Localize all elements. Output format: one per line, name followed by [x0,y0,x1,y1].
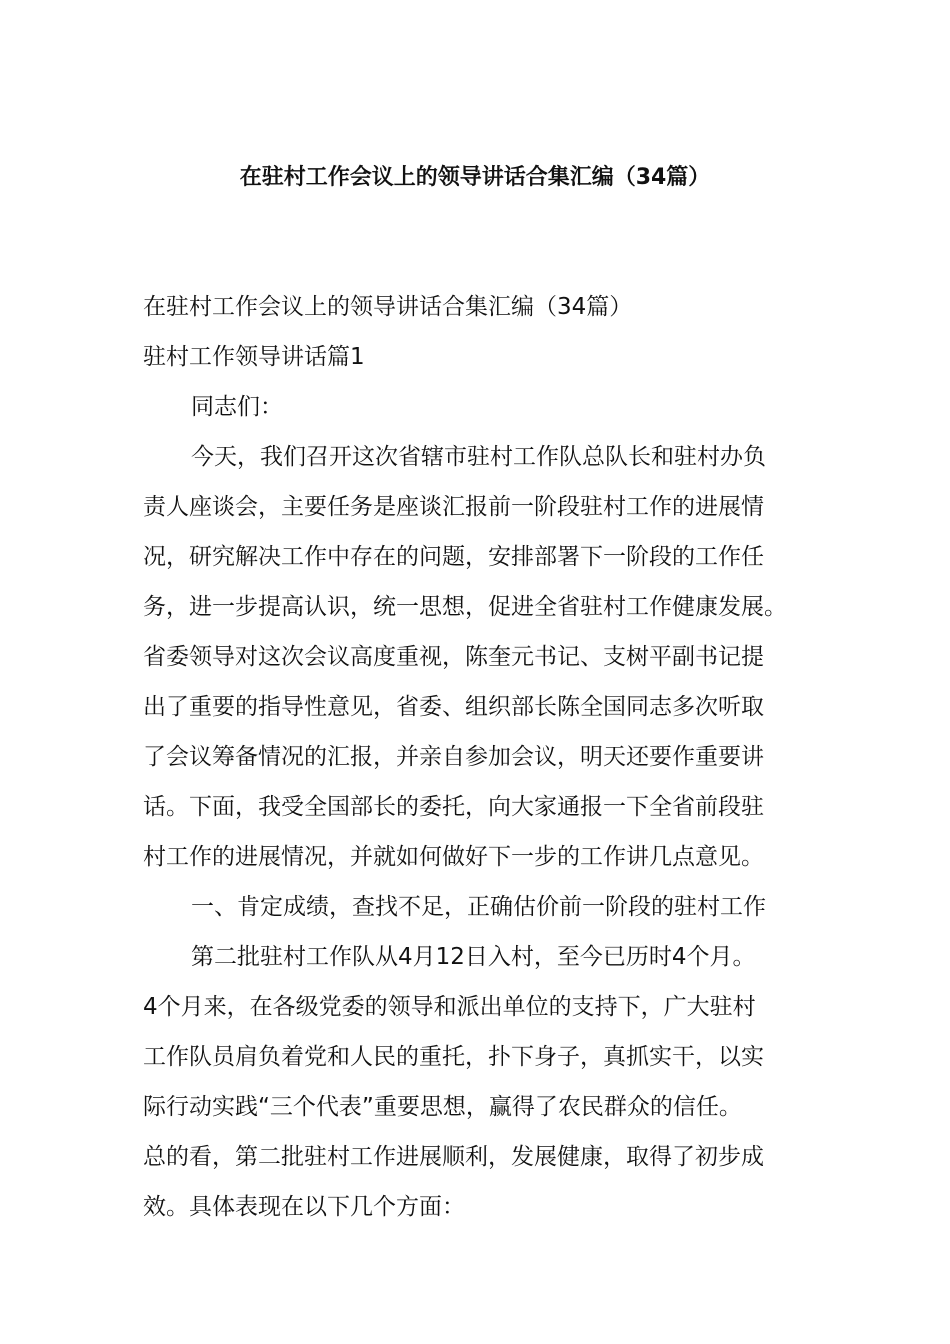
text-line: 效。具体表现在以下几个方面： [143,1194,465,1220]
text-line: 一、肯定成绩，查找不足，正确估价前一阶段的驻村工作 [191,894,766,920]
text-line: 际行动实践“三个代表”重要思想，赢得了农民群众的信任。 [143,1094,742,1120]
document-title: 在驻村工作会议上的领导讲话合集汇编（34篇） [239,165,711,190]
text-line: 话。下面，我受全国部长的委托，向大家通报一下全省前段驻 [143,794,764,820]
text-line: 第二批驻村工作队从4月12日入村，至今已历时4个月。 [191,944,756,970]
text-line: 驻村工作领导讲话篇1 [143,344,365,370]
text-line: 出了重要的指导性意见，省委、组织部长陈全国同志多次听取 [143,694,764,720]
text-line: 4个月来，在各级党委的领导和派出单位的支持下，广大驻村 [143,994,756,1020]
document-body [143,282,813,1232]
text-line: 工作队员肩负着党和人民的重托，扑下身子，真抓实干，以实 [143,1044,764,1070]
text-line: 村工作的进展情况，并就如何做好下一步的工作讲几点意见。 [143,844,764,870]
text-line: 责人座谈会，主要任务是座谈汇报前一阶段驻村工作的进展情 [143,494,764,520]
text-line: 了会议筹备情况的汇报，并亲自参加会议，明天还要作重要讲 [143,744,764,770]
text-line: 今天，我们召开这次省辖市驻村工作队总队长和驻村办负 [191,444,766,470]
text-line: 省委领导对这次会议高度重视，陈奎元书记、支树平副书记提 [143,644,764,670]
text-line: 同志们： [191,394,283,420]
text-line: 务，进一步提高认识，统一思想，促进全省驻村工作健康发展。 [143,594,787,620]
text-line: 况，研究解决工作中存在的问题，安排部署下一阶段的工作任 [143,544,764,570]
text-line: 总的看，第二批驻村工作进展顺利，发展健康，取得了初步成 [143,1144,764,1170]
text-line: 在驻村工作会议上的领导讲话合集汇编（34篇） [143,294,633,320]
